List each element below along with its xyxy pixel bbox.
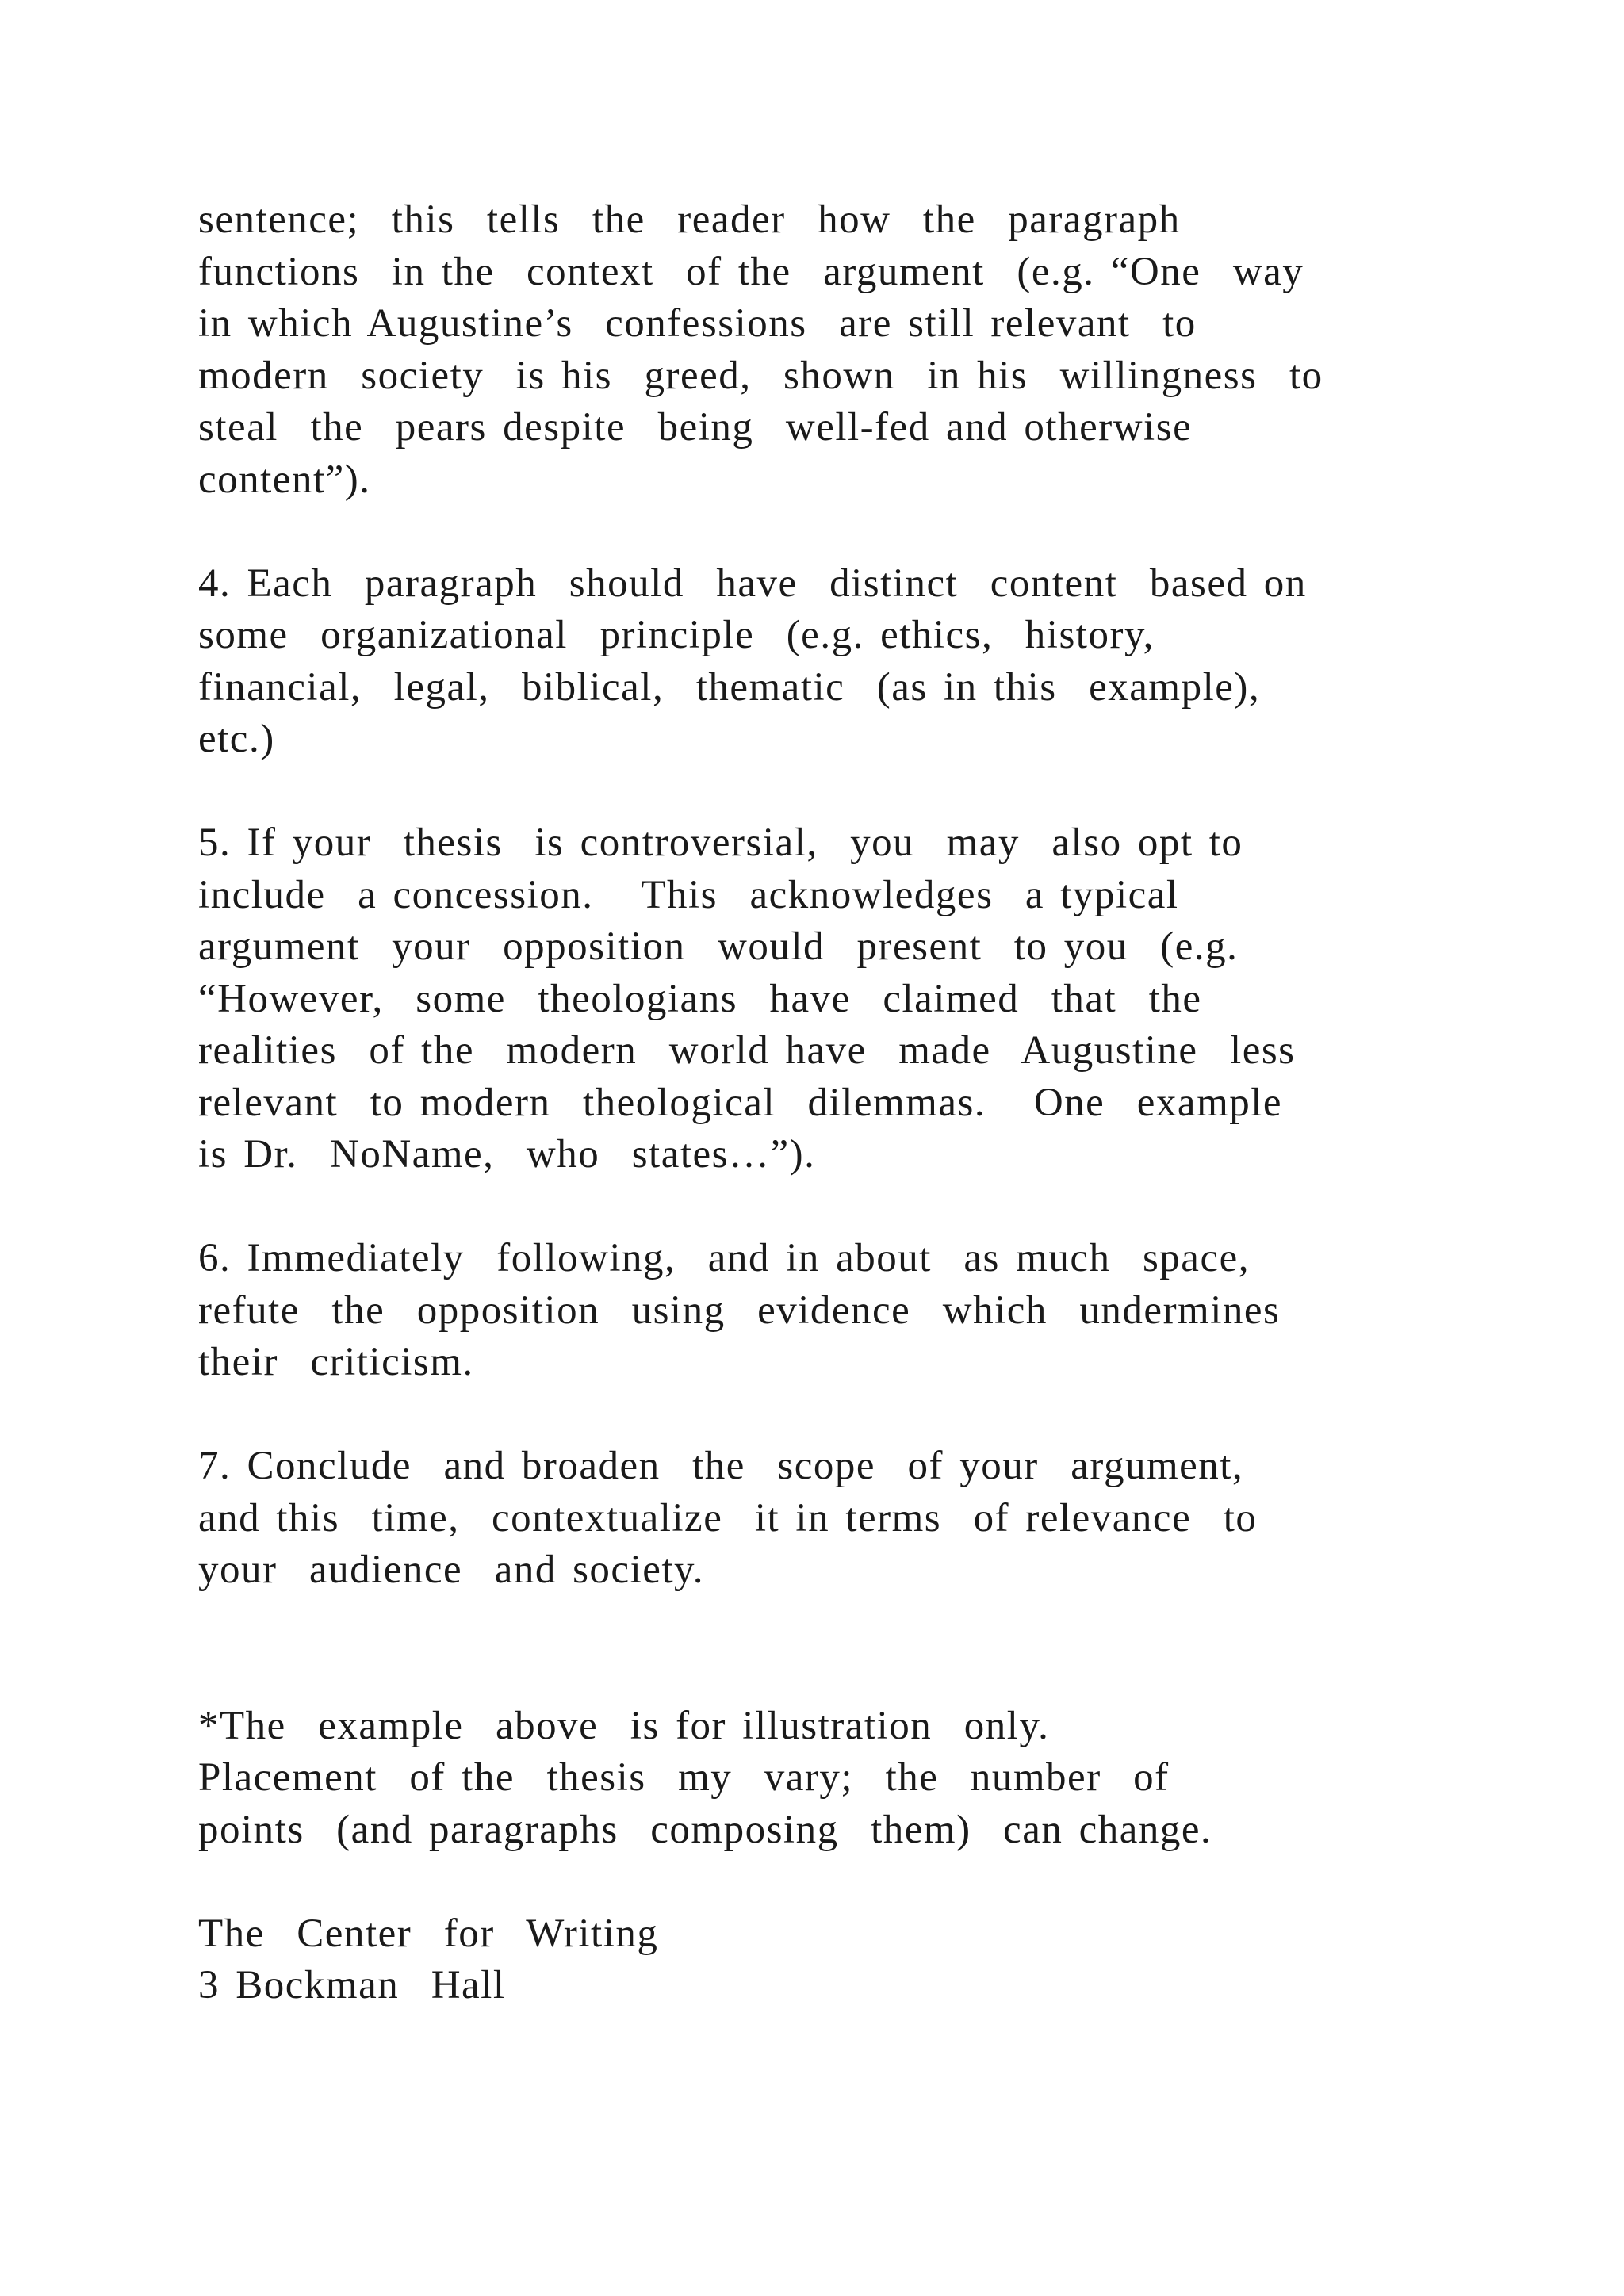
text-line: is Dr. NoName, who states…”). <box>198 1132 816 1177</box>
paragraph-spacer <box>198 1181 1546 1234</box>
text-line: 4. Each paragraph should have distinct content based on <box>198 561 1307 606</box>
text-line: and this time, contextualize it in terms of relevance to <box>198 1495 1258 1540</box>
text-line: 7. Conclude and broaden the scope of your argument, <box>198 1444 1244 1488</box>
text-line: their criticism. <box>198 1340 474 1384</box>
document-body <box>198 194 1546 2012</box>
paragraph-spacer <box>198 1597 1546 1701</box>
text-line: financial, legal, biblical, thematic (as in this example), <box>198 664 1261 710</box>
paragraph-spacer <box>198 766 1546 818</box>
text-line: 6. Immediately following, and in about as much space, <box>198 1236 1250 1280</box>
text-line: relevant to modern theological dilemmas. One example <box>198 1080 1283 1125</box>
text-line: include a concession. This acknowledges a typical <box>198 872 1179 917</box>
paragraph-spacer <box>198 506 1546 558</box>
text-line: points (and paragraphs composing them) can change. <box>198 1807 1212 1852</box>
office-location: 3 Bockman Hall <box>198 1963 506 2007</box>
text-line: “However, some theologians have claimed that the <box>198 976 1202 1021</box>
text-line: sentence; this tells the reader how the paragraph <box>198 197 1181 242</box>
text-line: realities of the modern world have made Augustine less <box>198 1028 1296 1073</box>
text-line: modern society is his greed, shown in his willingness to <box>198 353 1323 398</box>
text-line: argument your opposition would present to you (e.g. <box>198 924 1239 969</box>
footer-address <box>198 1908 1546 2012</box>
text-line: some organizational principle (e.g. ethics, history, <box>198 613 1155 657</box>
organization-name: The Center for Writing <box>198 1911 659 1956</box>
paragraph-spacer <box>198 1856 1546 1908</box>
text-line: Placement of the thesis my vary; the number of <box>198 1755 1170 1800</box>
intro-paragraph <box>198 194 1546 506</box>
text-line: in which Augustine’s confessions are still relevant to <box>198 301 1197 346</box>
point-5-paragraph <box>198 817 1546 1181</box>
paragraph-spacer <box>198 1389 1546 1441</box>
text-line: your audience and society. <box>198 1548 704 1592</box>
point-6-paragraph <box>198 1233 1546 1389</box>
point-4-paragraph <box>198 558 1546 766</box>
text-line: *The example above is for illustration only. <box>198 1703 1050 1748</box>
text-line: steal the pears despite being well-fed and otherwise <box>198 405 1193 450</box>
text-line: 5. If your thesis is controversial, you may also opt to <box>198 821 1243 865</box>
text-line: refute the opposition using evidence which undermines <box>198 1288 1281 1333</box>
illustration-note <box>198 1701 1546 1857</box>
point-7-paragraph <box>198 1441 1546 1597</box>
text-line: content”). <box>198 457 371 502</box>
text-line: etc.) <box>198 717 275 761</box>
text-line: functions in the context of the argument (e.g. “One way <box>198 249 1304 294</box>
